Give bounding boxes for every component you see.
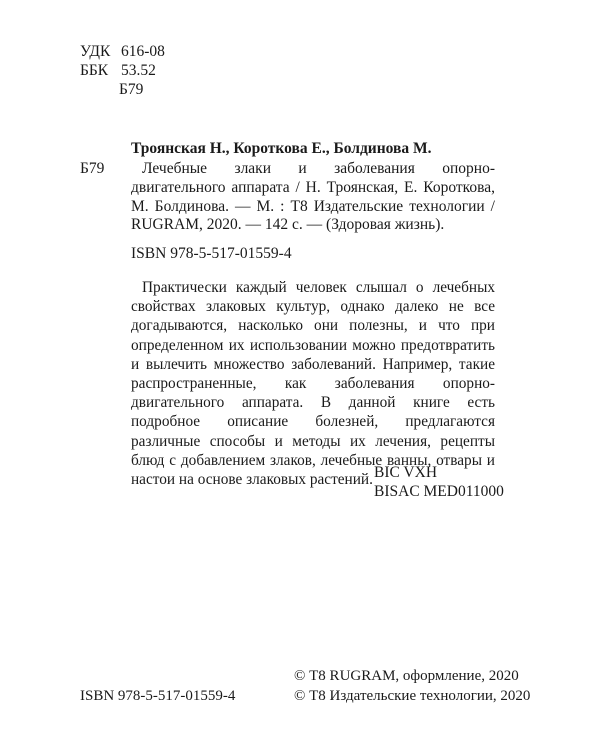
bbk-label: ББК — [80, 62, 109, 79]
authors-heading: Троянская Н., Короткова Е., Болдинова М. — [131, 140, 432, 157]
isbn-main: ISBN 978-5-517-01559-4 — [131, 245, 292, 262]
abstract-paragraph: Практически каждый человек слышал о лечебных свойствах злаковых культур, однако далеко не все догадываются, насколько они полезны, и что при определенном их использовании можно предотвратить и вылечить множество заболеваний. Например, такие распространенные, как заболевания опорно-двигательного аппарата. В данной книге есть подробное описание болезней, предлагаются различные способы и методы их лечения, рецепты блюд с добавлением злаков, лечебные ванны, отвары и настои на основе злаковых растений. — [131, 279, 495, 489]
copyright-rugram: © Т8 RUGRAM, оформление, 2020 — [294, 668, 519, 684]
bibliographic-description: Лечебные злаки и заболевания опорно-двигательного аппарата / Н. Троянская, Е. Короткова, М. Болдинова. — М. : Т8 Издательские технологии / RUGRAM, 2020. — 142 с. — (Здоровая жизнь). — [131, 160, 495, 234]
udk-value: 616-08 — [121, 43, 165, 60]
author-code: Б79 — [119, 81, 144, 98]
bic-code: BIC VXH — [374, 464, 438, 481]
bisac-code: BISAC MED011000 — [374, 483, 504, 500]
isbn-footer: ISBN 978-5-517-01559-4 — [80, 688, 236, 704]
copyright-t8: © Т8 Издательские технологии, 2020 — [294, 688, 531, 704]
bbk-value: 53.52 — [121, 62, 156, 79]
side-author-code: Б79 — [80, 160, 105, 177]
udk-label: УДК — [80, 43, 111, 60]
